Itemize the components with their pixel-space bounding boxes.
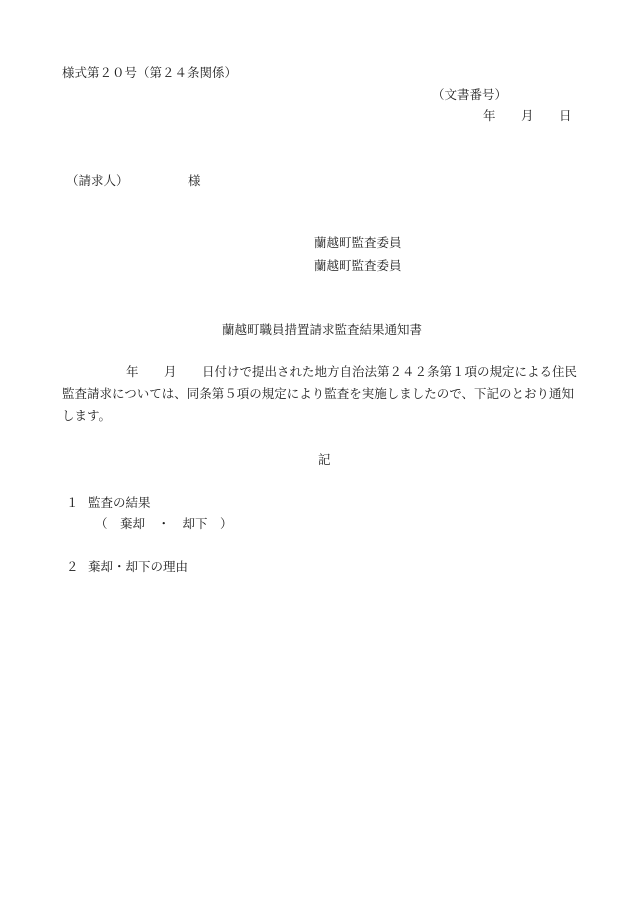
recipient-label: （請求人）	[66, 173, 129, 188]
body-line-2: 監査請求については、同条第５項の規定により監査を実施しましたので、下記のとおり通知	[62, 386, 575, 401]
section-heading: 監査の結果	[88, 495, 151, 510]
date-year: 年	[483, 108, 496, 123]
section-number: １	[66, 495, 79, 510]
body-year-marker: 年	[126, 364, 139, 379]
sender-line: 蘭越町監査委員	[314, 258, 402, 273]
body-line-1: 日付けで提出された地方自治法第２４２条第１項の規定による住民	[202, 364, 578, 379]
body-line-3: します。	[62, 408, 112, 423]
form-label: 様式第２０号（第２４条関係）	[62, 65, 238, 80]
section-options: （ 棄却 ・ 却下 ）	[95, 516, 233, 531]
ki-marker: 記	[318, 452, 331, 467]
section-heading: 棄却・却下の理由	[88, 559, 189, 574]
recipient-honorific: 様	[188, 173, 201, 188]
document-title: 蘭越町職員措置請求監査結果通知書	[222, 322, 423, 337]
section-number: ２	[66, 559, 79, 574]
sender-line: 蘭越町監査委員	[314, 235, 402, 250]
date-day: 日	[559, 108, 572, 123]
body-month-marker: 月	[164, 364, 177, 379]
date-month: 月	[521, 108, 534, 123]
document-number: （文書番号）	[432, 87, 508, 102]
